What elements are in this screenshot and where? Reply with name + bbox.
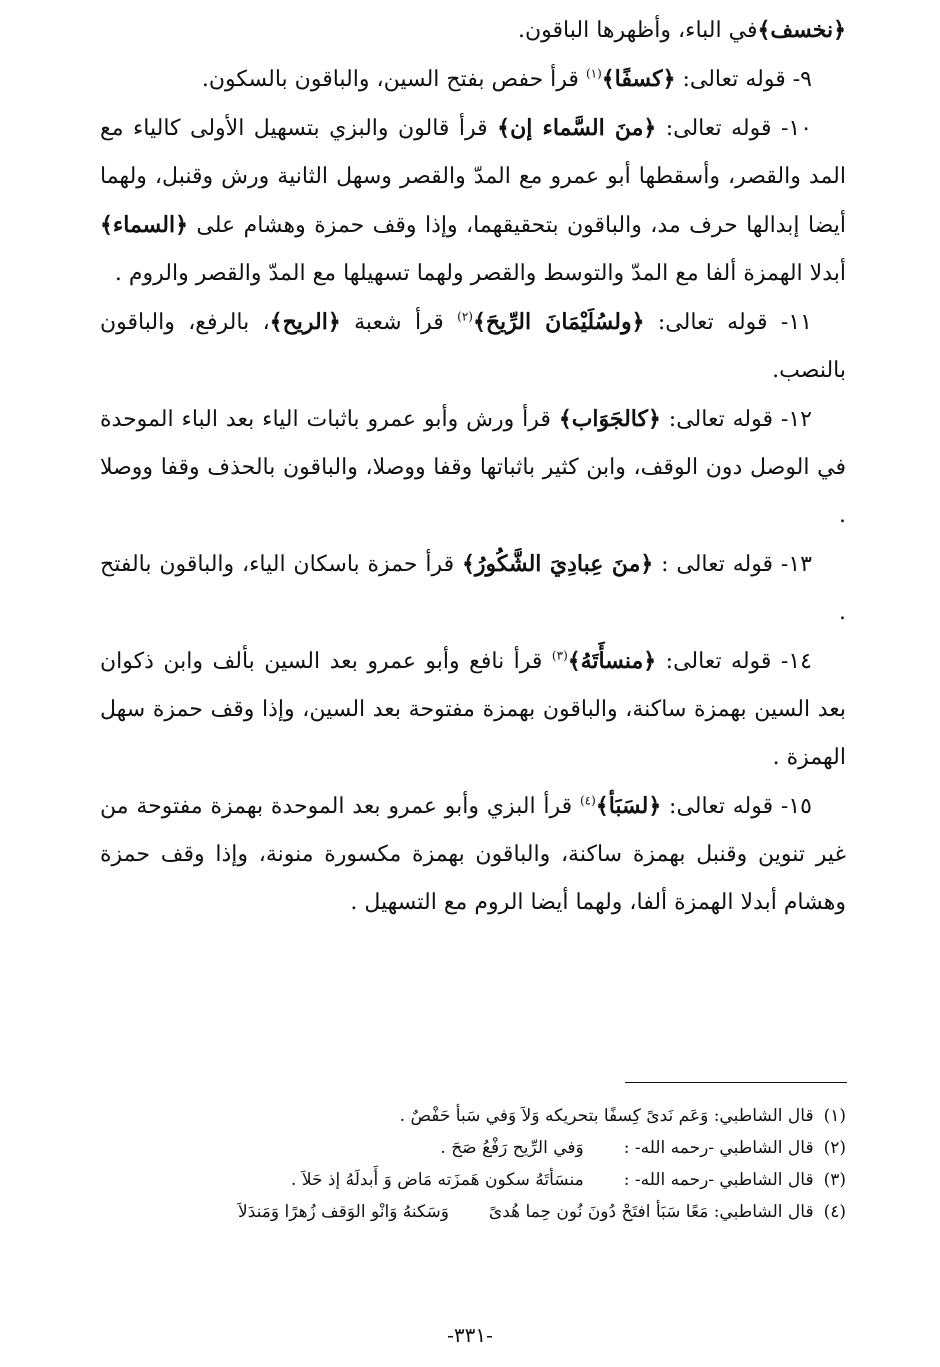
footnote-number: (١) (823, 1106, 846, 1126)
quran-word: ﴿ولسُلَيْمَانَ الرِّيحَ﴾ (472, 309, 645, 335)
quran-word: ﴿منَ عِبادِيَ الشَّكُورُ﴾ (461, 551, 654, 577)
footnote (100, 1100, 846, 1132)
paragraph-item (100, 540, 846, 637)
paragraph-item (100, 395, 846, 540)
footnote-reference: (٣) (551, 648, 568, 663)
footnote-text: قال الشاطبي: وَعَم نَدىً كِسفًا بتحريكه وَلاَ وَفي سَبأ حَفْصٌ . (399, 1106, 814, 1126)
paragraph-text: ، بالرفع، والباقون بالنصب. (100, 310, 846, 383)
quran-word: ﴿الريح﴾ (269, 309, 341, 335)
quran-word: ﴿منَ السَّماء إن﴾ (497, 115, 657, 141)
paragraph-text: ١٣- قوله تعالى : (653, 552, 812, 577)
paragraph-text: قرأ شعبة (340, 310, 458, 335)
paragraph-text: في الباء، وأظهرها الباقون. (518, 18, 758, 43)
footnote-reference: (٢) (457, 309, 473, 324)
page-number: -٣٣١- (447, 1323, 493, 1347)
quran-word: ﴿لسَبَأ﴾ (595, 793, 662, 819)
paragraph-continuation (100, 6, 846, 55)
footnote-text: وَفي الرِّيح رَفْعُ صَحَ . (440, 1138, 584, 1158)
quran-word: ﴿كسفًا﴾ (601, 66, 676, 92)
quran-word: ﴿منسأَتَهُ﴾ (567, 648, 657, 674)
footnote-reference: (١) (585, 66, 602, 81)
footnote (100, 1196, 846, 1228)
quran-word: ﴿كالجَوَاب﴾ (558, 406, 661, 432)
footnote (100, 1164, 846, 1196)
footnote-text: قال الشاطبي -رحمه الله- : (623, 1170, 814, 1190)
main-text-body (100, 6, 846, 927)
paragraph-text: قرأ نافع وأبو عمرو بعد السين بألف وابن ذكوان بعد السين بهمزة ساكنة، والباقون بهمزة مفتوحة بعد السين، وإذا وقف حمزة سهل الهمزة . (100, 649, 846, 770)
paragraph-item (100, 782, 846, 927)
paragraph-text: ٩- قوله تعالى: (675, 67, 812, 92)
footnote-text: قال الشاطبي -رحمه الله- : (623, 1138, 814, 1158)
paragraph-text: ١٤- قوله تعالى: (656, 649, 812, 674)
quran-word: ﴿السماء﴾ (100, 212, 188, 238)
paragraph-text: ١٢- قوله تعالى: (660, 407, 812, 432)
paragraph-text: ١٠- قوله تعالى: (656, 116, 813, 141)
paragraph-text: قرأ البزي وأبو عمرو بعد الموحدة بهمزة مفتوحة من غير تنوين وقنبل بهمزة ساكنة، والباقون بهمزة مكسورة منونة، وإذا وقف حمزة وهشام أبدلا الهمزة ألفا، ولهما أيضا الروم مع التسهيل . (100, 794, 846, 915)
paragraph-text: ١٥- قوله تعالى: (661, 794, 812, 819)
paragraph-item (100, 55, 846, 104)
footnotes-section (100, 1100, 846, 1228)
paragraph-text: قرأ حمزة باسكان الياء، والباقون بالفتح . (100, 552, 846, 625)
footnote-text: قال الشاطبي: مَعًا سَبَأ افتَحْ دُونَ نُون حِما هُدىً (488, 1202, 814, 1222)
paragraph-text: ١١- قوله تعالى: (644, 310, 812, 335)
paragraph-text: قرأ ورش وأبو عمرو باثبات الياء بعد الباء الموحدة في الوصل دون الوقف، وابن كثير باثباتها وقفا ووصلا، والباقون بالحذف وقفا ووصلا . (100, 407, 846, 528)
footnote-divider (625, 1082, 847, 1083)
footnote (100, 1132, 846, 1164)
paragraph-item (100, 637, 846, 782)
quran-word: ﴿نخسف﴾ (757, 17, 846, 43)
paragraph-text: أبدلا الهمزة ألفا مع المدّ والتوسط والقصر ولهما تسهيلها مع المدّ والقصر والروم . (114, 261, 846, 286)
paragraph-text: قرأ حفص بفتح السين، والباقون بالسكون. (201, 67, 586, 92)
footnote-text: منسَأتَهُ سكون هَمزَته مَاض وَ أَبدلَهُ إذ حَلاَ . (291, 1170, 584, 1190)
footnote-number: (٤) (823, 1202, 846, 1222)
footnote-number: (٢) (823, 1138, 846, 1158)
footnote-text: وَسَكنهُ وَانْو الوَقف زُهرًا وَمَندَلاَ (238, 1202, 449, 1222)
paragraph-item (100, 298, 846, 395)
paragraph-text: قرأ قالون والبزي بتسهيل الأولى كالياء مع المد والقصر، وأسقطها أبو عمرو مع المدّ والقصر وسهل الثانية ورش وقنبل، ولهما أيضا إبدالها حرف مد، والباقون بتحقيقهما، وإذا وقف حمزة وهشام على (100, 116, 846, 238)
paragraph-item (100, 104, 846, 298)
footnote-number: (٣) (823, 1170, 846, 1190)
footnote-reference: (٤) (579, 793, 596, 808)
